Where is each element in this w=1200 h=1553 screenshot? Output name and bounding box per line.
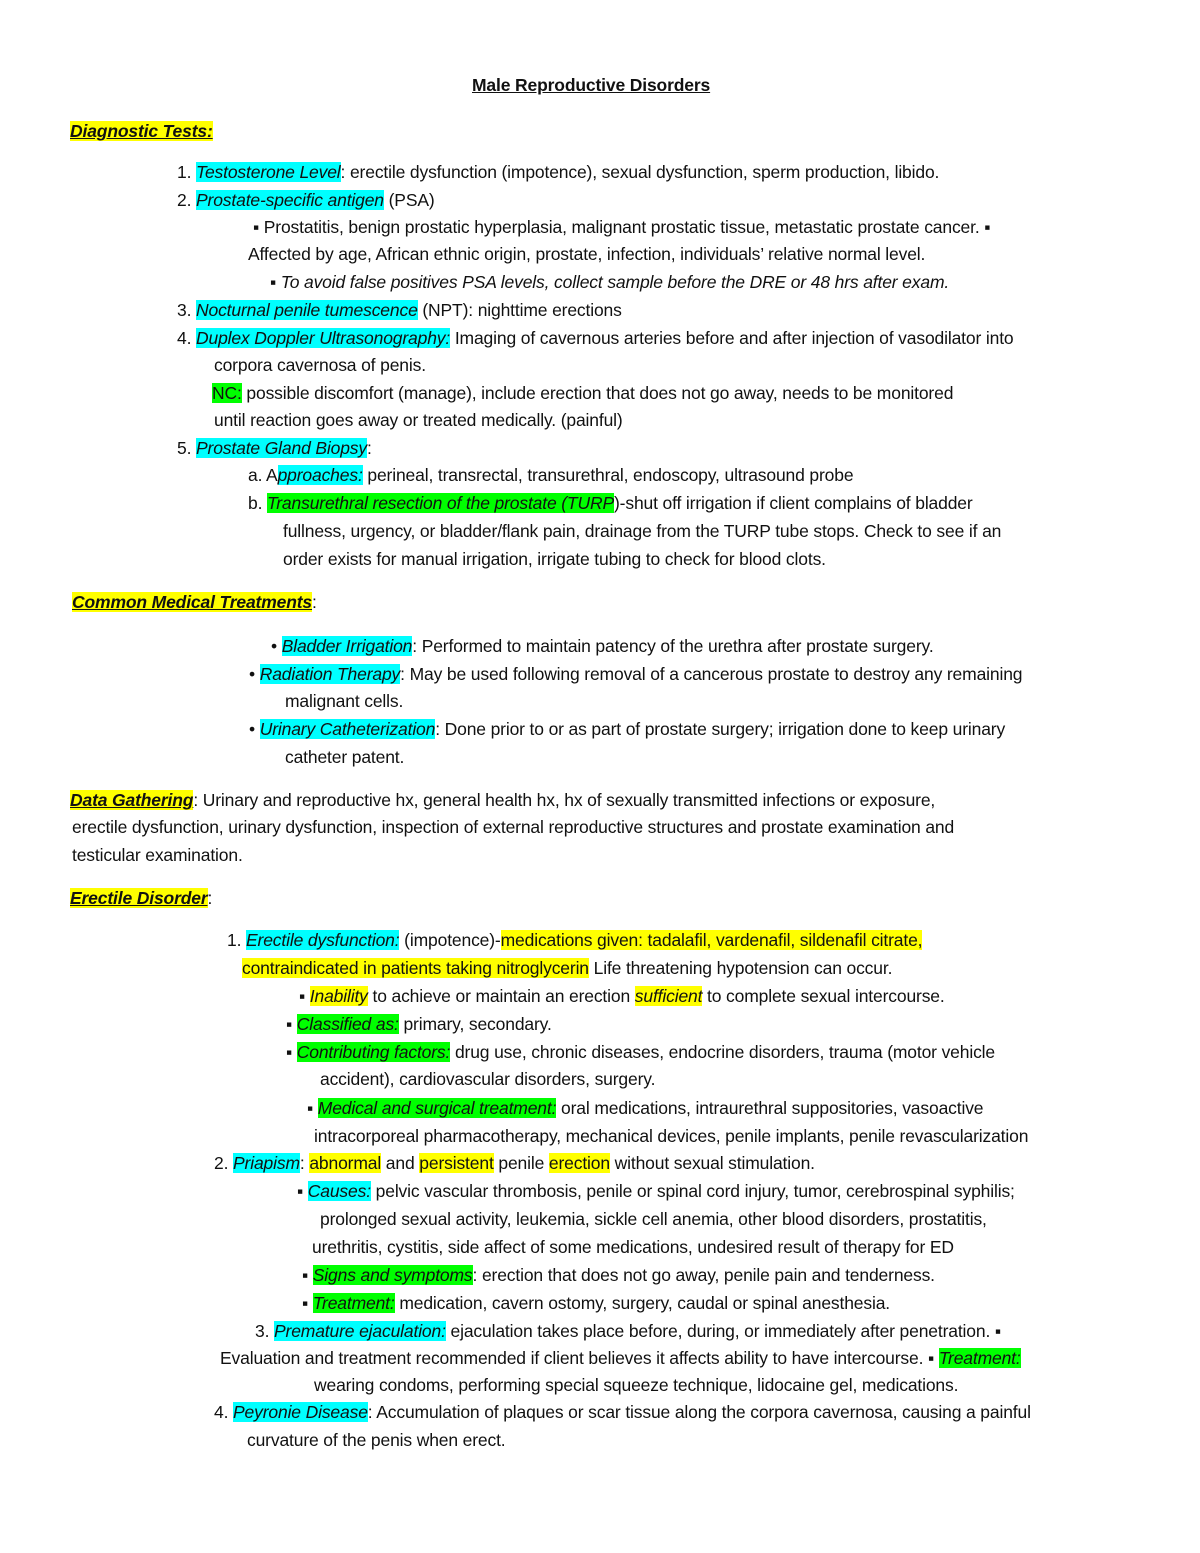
erectile-item-3-cont-2: wearing condoms, performing special squeeze technique, lidocaine gel, medications. <box>314 1375 959 1395</box>
text-span: : <box>299 1153 310 1173</box>
text-span: medication, cavern ostomy, surgery, caudal or spinal anesthesia. <box>394 1293 891 1313</box>
nc-line-cont: until reaction goes away or treated medically. (painful) <box>214 410 623 430</box>
text-span: (impotence)- <box>399 930 501 950</box>
text-span: possible discomfort (manage), include erection that does not go away, needs to be monitored <box>241 383 954 403</box>
text-span: : May be used following removal of a cancerous prostate to destroy any remaining <box>400 664 1023 684</box>
treatment-item-2-cont: malignant cells. <box>285 691 404 711</box>
treatment-item-3-cont: catheter patent. <box>285 747 405 767</box>
text-span: • <box>249 664 260 684</box>
erectile-heading <box>70 886 212 910</box>
treatment-item-2 <box>249 662 1022 686</box>
text-span: medications given: tadalafil, vardenafil, sildenafil citrate, <box>500 930 923 950</box>
text-span: 3. <box>177 300 197 320</box>
text-span: and <box>381 1153 420 1173</box>
medical-treatment-line <box>307 1096 983 1120</box>
text-span: ▪ <box>286 1014 297 1034</box>
page-title: Male Reproductive Disorders <box>472 75 711 95</box>
text-span: Testosterone Level <box>196 162 341 182</box>
text-span: NC: <box>212 383 242 403</box>
biopsy-b <box>248 491 973 515</box>
text-span: oral medications, intraurethral suppositories, vasoactive <box>556 1098 984 1118</box>
text-span: Urinary Catheterization <box>259 719 436 739</box>
text-span: : <box>367 438 372 458</box>
psa-line-a: ▪ Prostatitis, benign prostatic hyperplasia, malignant prostatic tissue, metastatic prostate cancer. ▪ <box>253 217 991 237</box>
data-gathering-line-2: erectile dysfunction, urinary dysfunction, inspection of external reproductive structures and prostate examination and <box>72 817 955 837</box>
text-span: perineal, transrectal, transurethral, endoscopy, ultrasound probe <box>362 465 854 485</box>
text-span: Peyronie Disease <box>233 1402 368 1422</box>
text-span: erection <box>548 1153 610 1173</box>
text-span: ▪ <box>297 1181 308 1201</box>
text-span: 1. <box>227 930 247 950</box>
data-gathering-line-1 <box>70 788 935 812</box>
text-span: ▪ <box>302 1265 313 1285</box>
text-span: pproaches: <box>277 465 363 485</box>
treatment-item-1 <box>271 634 934 658</box>
text-span: Contributing factors: <box>296 1042 451 1062</box>
text-span: ejaculation takes place before, during, or immediately after penetration. ▪ <box>445 1321 1001 1341</box>
text-span: Transurethral resection of the prostate (TURP <box>267 493 614 513</box>
text-span: : <box>312 592 317 612</box>
text-span: )-shut off irrigation if client complains of bladder <box>613 493 973 513</box>
text-span: Bladder Irrigation <box>281 636 413 656</box>
text-span: persistent <box>419 1153 494 1173</box>
nc-line <box>212 381 953 405</box>
biopsy-b-cont-1: fullness, urgency, or bladder/flank pain, drainage from the TURP tube stops. Check to see if an <box>283 521 1002 541</box>
text-span: Life threatening hypotension can occur. <box>588 958 893 978</box>
diag-item-2 <box>177 188 435 212</box>
text-span: to complete sexual intercourse. <box>702 986 945 1006</box>
text-span: Duplex Doppler Ultrasonography: <box>196 328 451 348</box>
treatment-item-3 <box>249 717 1005 741</box>
text-span: ▪ <box>299 986 310 1006</box>
text-span: : Done prior to or as part of prostate surgery; irrigation done to keep urinary <box>435 719 1006 739</box>
inability-line <box>299 984 945 1008</box>
psa-line-b: Affected by age, African ethnic origin, prostate, infection, individuals’ relative normal level. <box>248 244 926 264</box>
diagnostic-heading <box>70 119 213 143</box>
text-span: Diagnostic Tests: <box>70 121 213 141</box>
text-span: 2. <box>214 1153 234 1173</box>
text-span: to achieve or maintain an erection <box>367 986 635 1006</box>
text-span: Nocturnal penile tumescence <box>196 300 418 320</box>
text-span: (PSA) <box>383 190 435 210</box>
text-span: Causes: <box>307 1181 371 1201</box>
text-span: penile <box>493 1153 549 1173</box>
text-span: primary, secondary. <box>398 1014 552 1034</box>
text-span: Prostate-specific antigen <box>196 190 384 210</box>
erectile-item-4-cont: curvature of the penis when erect. <box>247 1430 506 1450</box>
text-span: ▪ <box>302 1293 313 1313</box>
text-span: b. <box>248 493 268 513</box>
text-span: 5. <box>177 438 197 458</box>
text-span: Erectile dysfunction: <box>246 930 400 950</box>
treatments-heading <box>72 590 317 614</box>
text-span: : Urinary and reproductive hx, general health hx, hx of sexually transmitted infections or exposure, <box>193 790 936 810</box>
psa-line-c: ▪ To avoid false positives PSA levels, collect sample before the DRE or 48 hrs after exam. <box>270 272 950 292</box>
diag-item-5 <box>177 436 372 460</box>
priapism-treatment-line <box>302 1291 890 1315</box>
text-span: 3. <box>255 1321 275 1341</box>
data-gathering-line-3: testicular examination. <box>72 845 243 865</box>
text-span: Imaging of cavernous arteries before and after injection of vasodilator into <box>450 328 1014 348</box>
erectile-item-3 <box>255 1319 1001 1343</box>
text-span: pelvic vascular thrombosis, penile or spinal cord injury, tumor, cerebrospinal syphilis; <box>370 1181 1015 1201</box>
text-span: Erectile Disorder <box>70 888 208 908</box>
erectile-item-3-cont <box>220 1346 1021 1370</box>
text-span: a. A <box>248 465 278 485</box>
text-span: Treatment: <box>938 1348 1021 1368</box>
text-span: Radiation Therapy <box>259 664 401 684</box>
text-span: Priapism <box>233 1153 300 1173</box>
text-span: : Performed to maintain patency of the urethra after prostate surgery. <box>412 636 934 656</box>
causes-line <box>297 1179 1015 1203</box>
text-span: sufficient <box>634 986 703 1006</box>
contributing-line <box>286 1040 995 1064</box>
causes-line-cont-1: prolonged sexual activity, leukemia, sickle cell anemia, other blood disorders, prostatitis, <box>320 1209 987 1229</box>
text-span: : Accumulation of plaques or scar tissue along the corpora cavernosa, causing a painful <box>367 1402 1031 1422</box>
erectile-item-2 <box>214 1151 815 1175</box>
text-span: Prostate Gland Biopsy <box>196 438 367 458</box>
text-span: Medical and surgical treatment: <box>317 1098 557 1118</box>
text-span: 4. <box>177 328 197 348</box>
text-span: : erectile dysfunction (impotence), sexual dysfunction, sperm production, libido. <box>340 162 940 182</box>
text-span: Inability <box>309 986 368 1006</box>
text-span: without sexual stimulation. <box>609 1153 815 1173</box>
text-span: • <box>271 636 282 656</box>
biopsy-b-cont-2: order exists for manual irrigation, irrigate tubing to check for blood clots. <box>283 549 826 569</box>
causes-line-cont-2: urethritis, cystitis, side affect of some medications, undesired result of therapy for ED <box>312 1237 954 1257</box>
text-span: 4. <box>214 1402 234 1422</box>
text-span: Evaluation and treatment recommended if client believes it affects ability to have intercourse. ▪ <box>220 1348 939 1368</box>
text-span: drug use, chronic diseases, endocrine disorders, trauma (motor vehicle <box>450 1042 995 1062</box>
text-span: Common Medical Treatments <box>72 592 313 612</box>
erectile-item-1-cont <box>242 956 892 980</box>
erectile-item-1 <box>227 928 922 952</box>
erectile-item-4 <box>214 1400 1031 1424</box>
text-span: Treatment: <box>312 1293 395 1313</box>
text-span: Classified as: <box>296 1014 399 1034</box>
text-span: • <box>249 719 260 739</box>
text-span: Data Gathering <box>70 790 194 810</box>
contributing-line-cont: accident), cardiovascular disorders, surgery. <box>320 1069 656 1089</box>
diag-item-4 <box>177 326 1014 350</box>
medical-treatment-line-cont: intracorporeal pharmacotherapy, mechanical devices, penile implants, penile revascularization <box>314 1126 1029 1146</box>
diag-item-4-cont: corpora cavernosa of penis. <box>214 355 426 375</box>
diag-item-1 <box>177 160 939 184</box>
biopsy-a <box>248 463 853 487</box>
diag-item-3 <box>177 298 622 322</box>
signs-line <box>302 1263 935 1287</box>
text-span: abnormal <box>309 1153 382 1173</box>
text-span: 2. <box>177 190 197 210</box>
classified-line <box>286 1012 552 1036</box>
text-span: Signs and symptoms <box>312 1265 473 1285</box>
text-span: : <box>207 888 213 908</box>
text-span: Premature ejaculation: <box>274 1321 446 1341</box>
text-span: ▪ <box>286 1042 297 1062</box>
text-span: contraindicated in patients taking nitroglycerin <box>242 958 589 978</box>
text-span: : erection that does not go away, penile pain and tenderness. <box>472 1265 935 1285</box>
text-span: 1. <box>177 162 197 182</box>
text-span: (NPT): nighttime erections <box>417 300 622 320</box>
text-span: ▪ <box>307 1098 318 1118</box>
